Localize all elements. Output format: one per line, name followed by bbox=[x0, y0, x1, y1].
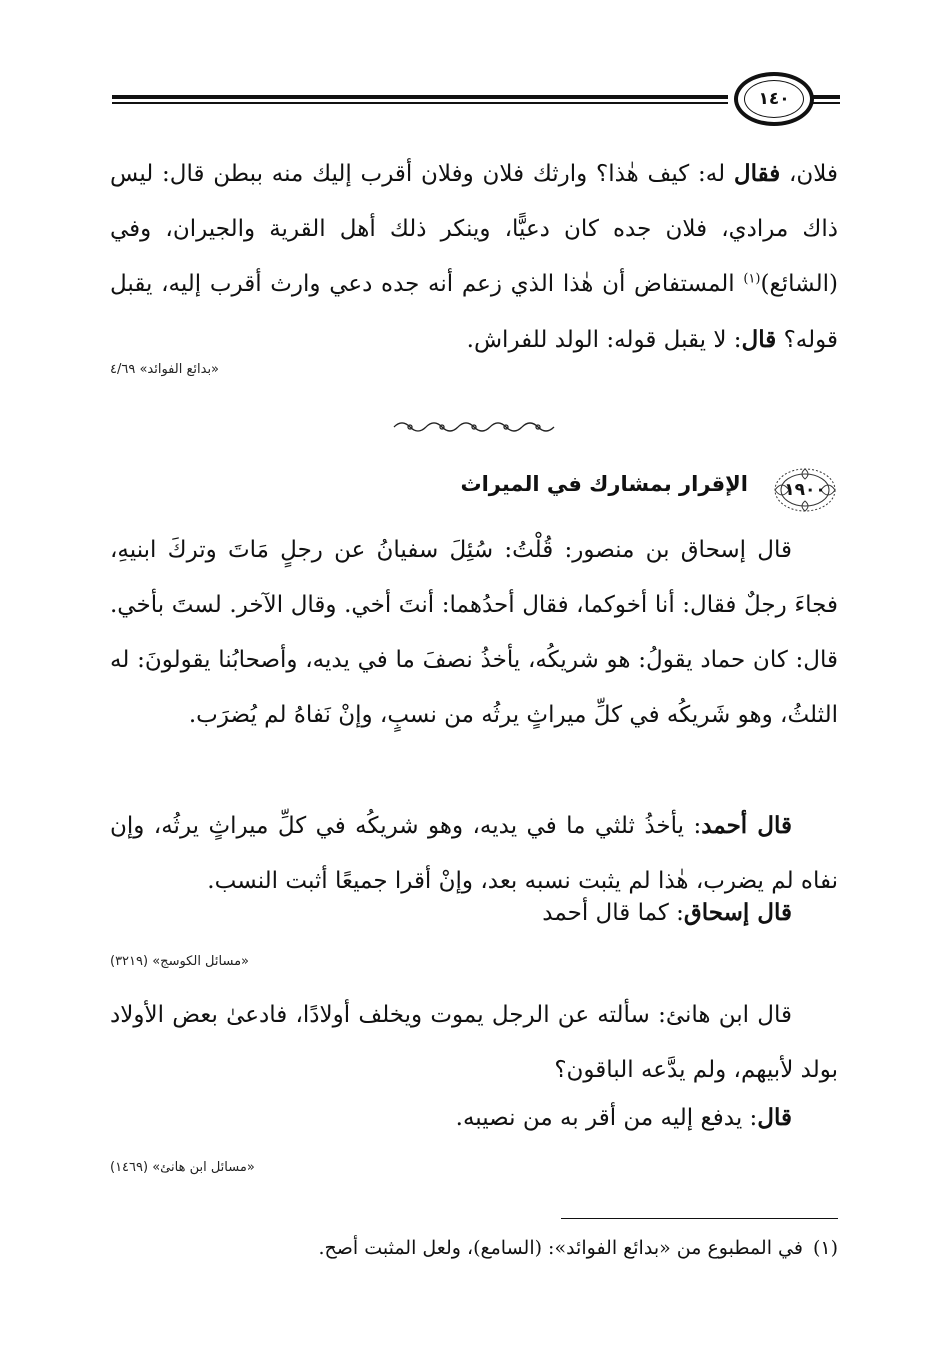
footnote-rule bbox=[561, 1218, 838, 1219]
section1-text bbox=[110, 146, 838, 368]
footnote-ref: (١) bbox=[743, 271, 761, 287]
s1-line2: ليس ذاك مرادي، فلان جده كان دعيًّا، وينكر ذلك أهل القرية والجيران، bbox=[110, 161, 838, 242]
footnote-text: في المطبوع من «بدائع الفوائد»: (السامع)، ولعل المثبت أصح. bbox=[318, 1237, 803, 1259]
footnote bbox=[110, 1232, 838, 1264]
s1-line3-b: المستفاض أن هٰذا الذي زعم أنه جده دعي وارث أقرب bbox=[209, 271, 744, 297]
paragraph-4 bbox=[110, 988, 838, 1098]
s1-line1-c: له: كيف هٰذا؟ وارثك فلان وفلان أقرب إليك منه ببطن قال: bbox=[162, 161, 734, 187]
header-rule-right-thin bbox=[812, 102, 840, 104]
entry-number: ١٩٠٠ bbox=[784, 480, 826, 500]
para3-text: : كما قال أحمد bbox=[542, 900, 684, 926]
s1-line4-label: قال bbox=[741, 326, 777, 353]
para2-text: : يأخذُ ثلثي ما في يديه، وهو شريكُه في كلِّ ميراثٍ يرثُه، وإن نفاه لم يضرب، هٰذا لم يثبت نسبه بعد، وإنْ أقرا جميعًا أثبت النسب. bbox=[110, 813, 838, 894]
section-heading bbox=[110, 466, 838, 514]
s1-line3-a: وفي (الشائع) bbox=[110, 216, 838, 297]
para4-text: قال ابن هانئ: سألته عن الرجل يموت ويخلف أولادًا، فادعىٰ بعض الأولاد بولد لأبيهم، ولم يدَّعه الباقون؟ bbox=[110, 1002, 838, 1083]
para2-label: قال أحمد bbox=[701, 812, 792, 839]
para5-text: : يدفع إليه من أقر به من نصيبه. bbox=[455, 1105, 758, 1131]
header-rule bbox=[112, 95, 728, 99]
page-header bbox=[112, 72, 840, 128]
header-rule-thin bbox=[112, 102, 728, 104]
s1-line4-a: إليه، يقبل قوله؟ bbox=[110, 271, 838, 353]
s1-line1-a: فلان، bbox=[780, 161, 839, 187]
footnote-number: (١) bbox=[812, 1237, 838, 1259]
s1-line1-label: فقال bbox=[733, 160, 781, 187]
source-citation-2: «مسائل الكوسج» (٣٢١٩) bbox=[110, 954, 249, 969]
header-rule-right bbox=[812, 95, 840, 99]
ornament-divider bbox=[390, 420, 560, 434]
paragraph-3 bbox=[110, 885, 838, 941]
source-citation-3: «مسائل ابن هانئ» (١٤٦٩) bbox=[110, 1160, 255, 1175]
para5-label: قال bbox=[757, 1104, 792, 1131]
paragraph-5 bbox=[110, 1090, 838, 1146]
paragraph-1 bbox=[110, 523, 838, 743]
para1-text: قال إسحاق بن منصور: قُلْتُ: سُئِلَ سفيانُ عن رجلٍ مَاتَ وتركَ ابنيهِ، فجاءَ رجلٌ فقال: أنا أخوكما، فقال أحدُهما: أنتَ أخي. وقال الآخر. لستَ بأخي. قال: كان حماد يقولُ: هو شريكُه، يأخذُ نصفَ ما في يديه، وأصحابُنا يقولونَ: له الثلثُ، وهو شَريكُه في كلِّ ميراثٍ يرثُه من نسبٍ، وإنْ نَفاهُ لم يُضرَب. bbox=[110, 537, 838, 728]
heading-title: الإقرار بمشارك في الميراث bbox=[460, 472, 748, 496]
s1-line4-c: : لا يقبل قوله: الولد للفراش. bbox=[466, 327, 742, 353]
page-number: ١٤٠ bbox=[758, 89, 790, 109]
source-citation: «بدائع الفوائد» ٤/٦٩ bbox=[110, 362, 220, 377]
page-number-badge bbox=[734, 72, 814, 126]
para3-label: قال إسحاق bbox=[683, 899, 792, 926]
